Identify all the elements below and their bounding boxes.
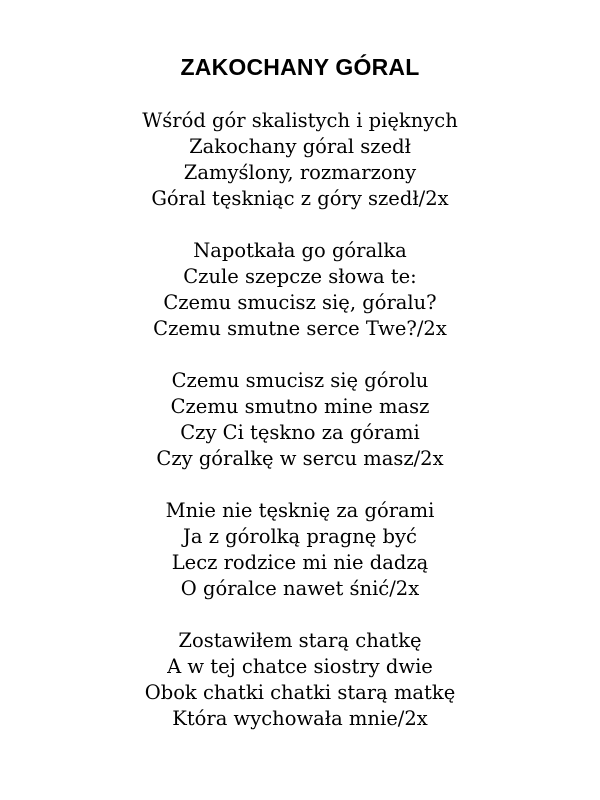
lyric-line: Czemu smucisz się górolu (171, 369, 429, 392)
lyric-line: Zakochany góral szedł (189, 135, 411, 158)
lyric-line: Obok chatki chatki starą matkę (144, 681, 456, 704)
lyric-line: Czemu smucisz się, góralu? (163, 291, 437, 314)
lyric-line: Czemu smutne serce Twe?/2x (153, 317, 447, 340)
lyric-line: Zamyślony, rozmarzony (183, 161, 417, 184)
stanza-1 (0, 108, 600, 212)
lyric-line: Czy góralkę w sercu masz/2x (156, 447, 444, 470)
lyric-line: Zostawiłem starą chatkę (178, 629, 422, 652)
lyric-line: Lecz rodzice mi nie dadzą (171, 551, 429, 574)
lyric-line: Wśród gór skalistych i pięknych (142, 109, 458, 132)
lyric-line: Która wychowała mnie/2x (172, 707, 428, 730)
lyric-line: Czy Ci tęskno za górami (180, 421, 420, 444)
stanza-3 (0, 368, 600, 472)
lyric-line: O góralce nawet śnić/2x (180, 577, 420, 600)
lyric-line: Mnie nie tęsknię za górami (165, 499, 435, 522)
lyric-line: Góral tęskniąc z góry szedł/2x (151, 187, 449, 210)
stanza-4 (0, 498, 600, 602)
stanza-5 (0, 628, 600, 732)
lyric-line: A w tej chatce siostry dwie (167, 655, 433, 678)
stanza-2 (0, 238, 600, 342)
lyric-line: Czule szepcze słowa te: (183, 265, 417, 288)
song-title: ZAKOCHANY GÓRAL (180, 54, 420, 80)
lyric-line: Ja z górolką pragnę być (183, 525, 417, 548)
lyric-line: Napotkała go góralka (193, 239, 407, 262)
lyric-line: Czemu smutno mine masz (170, 395, 430, 418)
